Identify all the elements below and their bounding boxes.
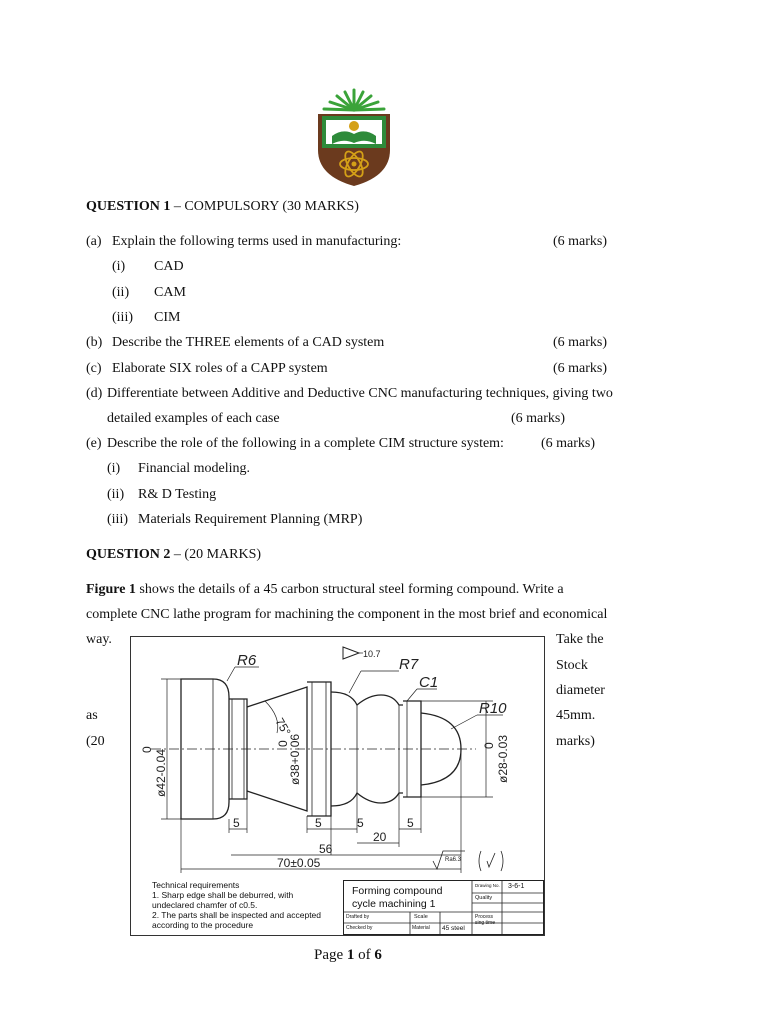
drawing-no-label: Drawing No. (475, 883, 500, 888)
q1a-item-2-num: (ii) (112, 285, 130, 300)
label-d28: ø28-0.03 (496, 734, 510, 783)
q1c-text: Elaborate SIX roles of a CAPP system (112, 361, 328, 376)
question-2-heading (86, 546, 261, 564)
label-dim5-a: 5 (233, 816, 240, 830)
label-d38: ø38+0.06 (288, 733, 302, 785)
drafted-by: Drafted by (346, 914, 370, 920)
label-dim56: 56 (319, 842, 333, 856)
q1d-text-line2: detailed examples of each case (107, 411, 280, 426)
label-dim5-d: 5 (407, 816, 414, 830)
q1b-label: (b) (86, 335, 103, 350)
material-label: Material (412, 925, 430, 931)
label-r7: R7 (399, 656, 419, 673)
q2-left-20: (20 (86, 734, 105, 749)
label-dim20: 20 (373, 830, 387, 844)
tech-req-line-3: 2. The parts shall be inspected and accepted (152, 910, 322, 920)
tech-req-line-2: undeclared chamfer of c0.5. (152, 900, 258, 910)
q1a-label: (a) (86, 234, 102, 249)
material-value: 45 steel (442, 925, 465, 932)
part-name-line-2: cycle machining 1 (352, 898, 436, 910)
label-dim5-c: 5 (357, 816, 364, 830)
footer-page-number: 1 (346, 947, 355, 963)
q1e-item-1-text: Financial modeling. (138, 461, 250, 476)
q2-right-line-5: marks) (556, 734, 595, 749)
q1c-label: (c) (86, 361, 102, 376)
q2-line-1-rest: shows the details of a 45 carbon structural steel forming compound. Write a (135, 582, 564, 597)
quality-label: Quality (475, 895, 493, 901)
label-dim5-b: 5 (315, 816, 322, 830)
figure-reference: Figure 1 (86, 582, 136, 597)
q2-line-3-left: way. (86, 632, 112, 647)
footer-page-total: 6 (374, 947, 382, 963)
label-r6: R6 (237, 652, 257, 669)
label-dim70: 70±0.05 (277, 856, 321, 870)
label-d42-zero: 0 (140, 746, 154, 753)
drawing-no: 3-6-1 (508, 883, 525, 890)
q1a-item-3-num: (iii) (112, 310, 133, 325)
scale-label: Scale (414, 914, 428, 920)
title-block (343, 880, 544, 935)
q1a-item-1-text: CAD (154, 259, 184, 274)
checked-by: Checked by (346, 925, 373, 931)
q2-line-1 (86, 581, 564, 599)
q1e-item-1-num: (i) (107, 461, 121, 476)
q2-line-2: complete CNC lathe program for machining the component in the most brief and economical (86, 607, 608, 622)
q1e-item-3-text: Materials Requirement Planning (MRP) (138, 512, 363, 527)
label-roughness: Ra6.3 (445, 857, 462, 863)
footer-of-word: of (354, 947, 375, 963)
q1c-marks: (6 marks) (553, 361, 608, 376)
q1e-marks: (6 marks) (541, 436, 596, 451)
label-surface: 10.7 (363, 649, 381, 659)
q1a-item-2-text: CAM (154, 285, 186, 300)
label-d42: ø42-0.04 (154, 748, 168, 797)
q1b-marks: (6 marks) (553, 335, 608, 350)
q1a-item-3-text: CIM (154, 310, 181, 325)
question-2-heading-label: QUESTION 2 (86, 547, 171, 562)
label-r10: R10 (479, 700, 507, 717)
q1a-text: Explain the following terms used in manufacturing: (112, 234, 402, 249)
q2-right-line-2: Stock (556, 658, 588, 673)
q2-left-as: as (86, 708, 98, 723)
tech-req-line-4: according to the procedure (152, 920, 254, 930)
page-footer (314, 946, 382, 964)
q1a-marks: (6 marks) (553, 234, 608, 249)
q1e-item-2-num: (ii) (107, 487, 125, 502)
q1e-label: (e) (86, 436, 102, 451)
label-angle: 75° (272, 715, 294, 739)
q2-right-line-4: 45mm. (556, 708, 596, 723)
q1e-item-3-num: (iii) (107, 512, 128, 527)
q1e-item-2-text: R& D Testing (138, 487, 217, 502)
question-1-heading (86, 198, 359, 216)
q1b-text: Describe the THREE elements of a CAD system (112, 335, 385, 350)
q1a-item-1-num: (i) (112, 259, 126, 274)
tech-req-line-1: 1. Sharp edge shall be deburred, with (152, 890, 294, 900)
q1d-text: Differentiate between Additive and Deductive CNC manufacturing techniques, giving two (107, 386, 613, 401)
question-1-heading-rest: – COMPULSORY (30 MARKS) (170, 199, 359, 214)
question-2-heading-rest: – (20 MARKS) (170, 547, 262, 562)
technical-requirements (152, 880, 342, 930)
q2-right-line-1: Take the (556, 632, 604, 647)
q2-right-line-3: diameter (556, 683, 605, 698)
question-1-heading-label: QUESTION 1 (86, 199, 171, 214)
tech-req-title: Technical requirements (152, 880, 240, 890)
part-name-line-1: Forming compound (352, 885, 443, 897)
process-time-label: Process sing time (475, 914, 496, 926)
q1e-text: Describe the role of the following in a complete CIM structure system: (107, 436, 504, 451)
institution-logo (312, 88, 396, 188)
q1d-label: (d) (86, 386, 103, 401)
figure-1-drawing (130, 636, 545, 936)
footer-page-word: Page (314, 947, 347, 963)
q1d-marks: (6 marks) (511, 411, 566, 426)
label-c1: C1 (419, 674, 439, 691)
label-d38-zero: 0 (276, 740, 290, 747)
label-d28-zero: 0 (482, 742, 496, 749)
